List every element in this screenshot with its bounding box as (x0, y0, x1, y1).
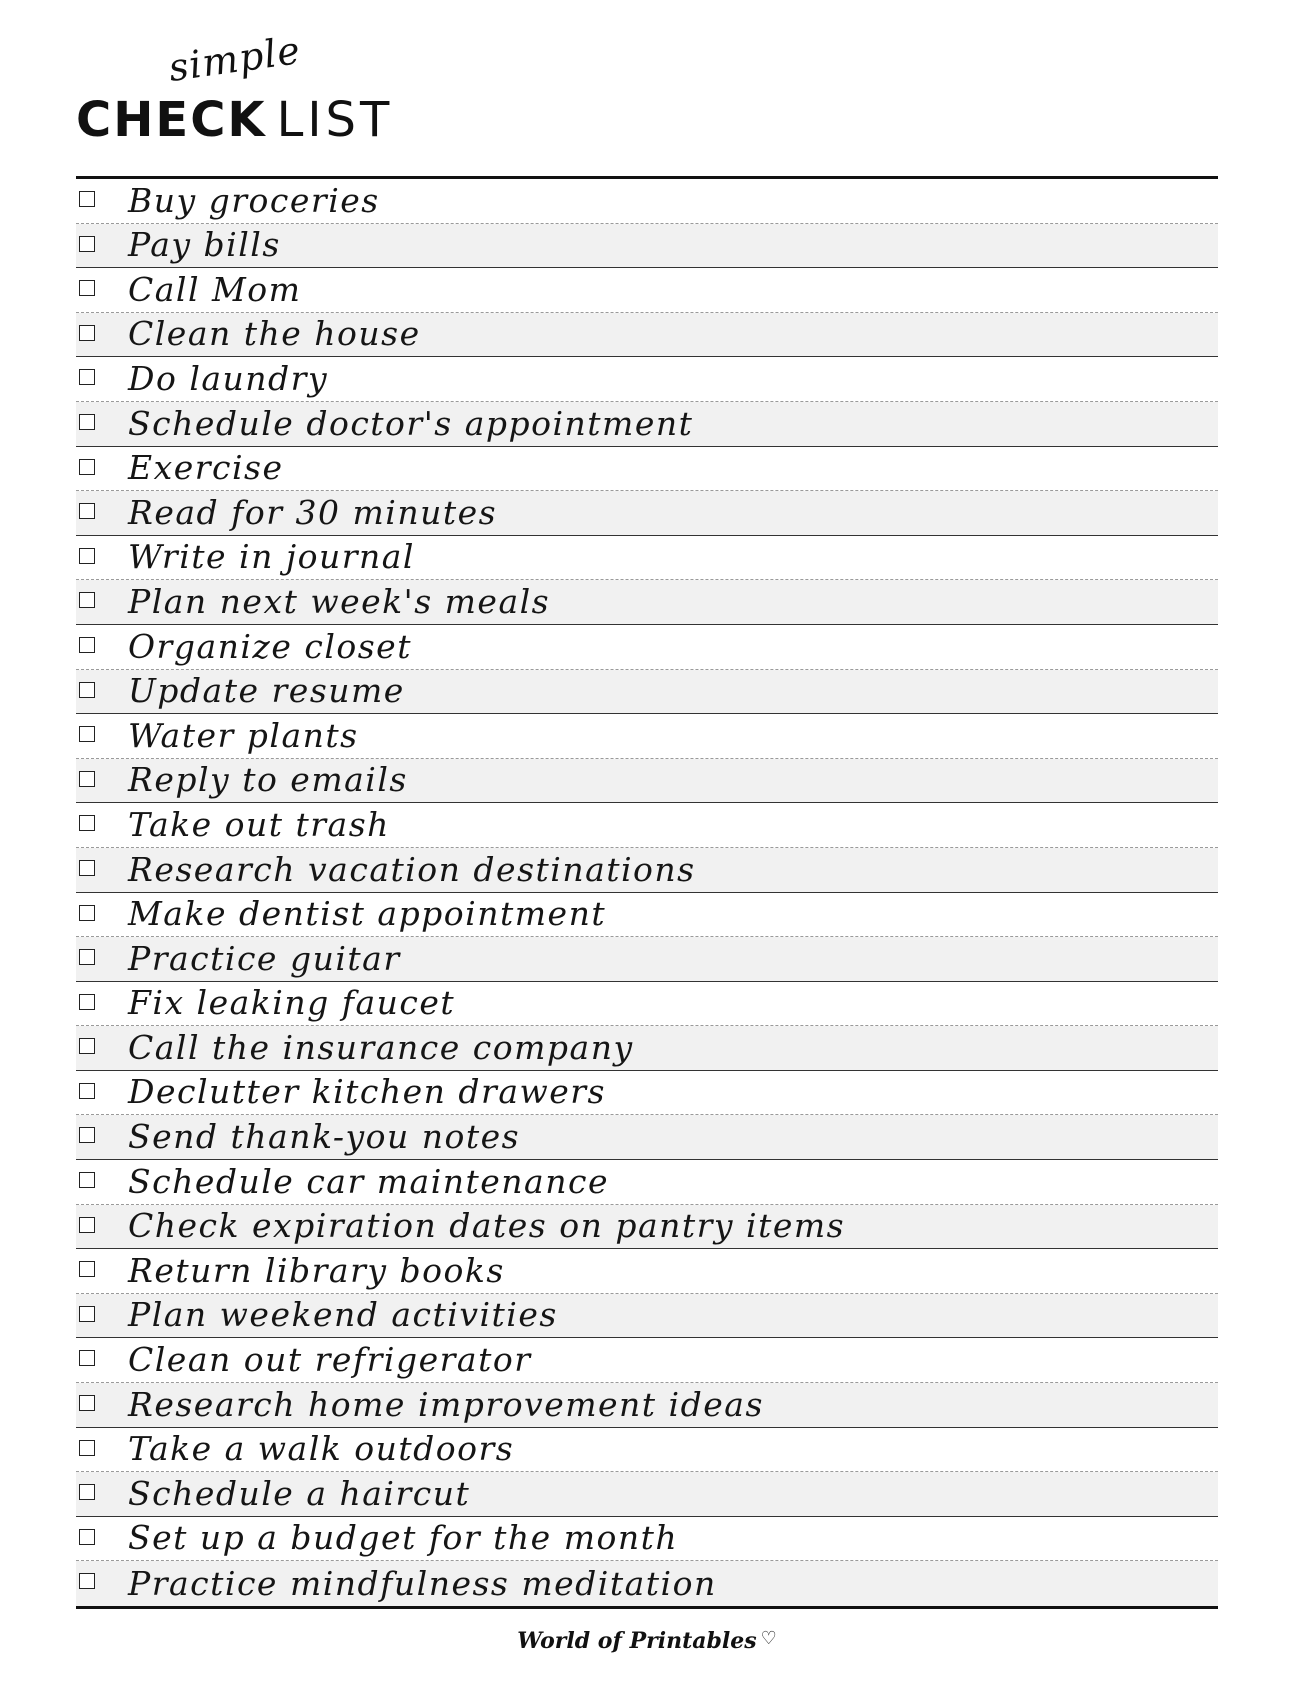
task-label: Schedule a haircut (128, 1473, 471, 1513)
checklist (76, 176, 1218, 1609)
checkbox[interactable] (79, 1261, 95, 1277)
task-label: Read for 30 minutes (128, 492, 498, 532)
checkbox[interactable] (79, 771, 95, 787)
checkbox[interactable] (79, 1529, 95, 1545)
task-label: Call the insurance company (128, 1027, 634, 1067)
task-label: Take out trash (128, 804, 390, 844)
task-label: Reply to emails (128, 760, 408, 800)
checkbox[interactable] (79, 1217, 95, 1233)
checkbox[interactable] (79, 905, 95, 921)
list-item (76, 447, 1218, 492)
checkbox[interactable] (79, 280, 95, 296)
list-item (76, 1160, 1218, 1205)
checkbox[interactable] (79, 682, 95, 698)
task-label: Send thank-you notes (128, 1117, 521, 1157)
task-label: Return library books (128, 1250, 505, 1290)
checkbox[interactable] (79, 1083, 95, 1099)
checkbox[interactable] (79, 994, 95, 1010)
list-item (76, 491, 1218, 536)
list-item (76, 625, 1218, 670)
list-item (76, 848, 1218, 893)
checkbox[interactable] (79, 1038, 95, 1054)
heart-icon: ♡ (760, 1628, 777, 1649)
checkbox[interactable] (79, 1306, 95, 1322)
checkbox[interactable] (79, 1350, 95, 1366)
task-label: Declutter kitchen drawers (128, 1072, 606, 1112)
list-item (76, 714, 1218, 759)
list-item (76, 670, 1218, 715)
checkbox[interactable] (79, 1573, 95, 1589)
task-label: Research vacation destinations (128, 849, 696, 889)
task-label: Water plants (128, 715, 359, 755)
checkbox[interactable] (79, 1395, 95, 1411)
task-label: Buy groceries (128, 180, 380, 220)
task-label: Exercise (128, 448, 284, 488)
checkbox[interactable] (79, 1172, 95, 1188)
list-item (76, 893, 1218, 938)
list-item (76, 803, 1218, 848)
checkbox[interactable] (79, 325, 95, 341)
task-label: Check expiration dates on pantry items (128, 1206, 846, 1246)
list-item (76, 179, 1218, 224)
list-item (76, 759, 1218, 804)
task-label: Update resume (128, 671, 405, 711)
checkbox[interactable] (79, 503, 95, 519)
list-item (76, 937, 1218, 982)
checkbox[interactable] (79, 236, 95, 252)
task-label: Clean the house (128, 314, 421, 354)
task-label: Write in journal (128, 537, 415, 577)
list-item (76, 1517, 1218, 1562)
checkbox[interactable] (79, 459, 95, 475)
list-item (76, 1338, 1218, 1383)
task-label: Clean out refrigerator (128, 1340, 532, 1380)
checkbox[interactable] (79, 637, 95, 653)
task-label: Schedule doctor's appointment (128, 403, 694, 443)
list-item (76, 580, 1218, 625)
list-item (76, 1026, 1218, 1071)
checkbox[interactable] (79, 1440, 95, 1456)
title-bold-word: CHECK (76, 92, 267, 148)
title-light-word: LIST (276, 92, 394, 148)
footer (0, 1628, 1294, 1654)
list-item (76, 1115, 1218, 1160)
task-label: Fix leaking faucet (128, 983, 456, 1023)
title-script-word: simple (165, 27, 304, 90)
list-item (76, 1294, 1218, 1339)
checkbox[interactable] (79, 1127, 95, 1143)
checkbox[interactable] (79, 726, 95, 742)
checkbox[interactable] (79, 191, 95, 207)
task-label: Plan weekend activities (128, 1295, 558, 1335)
list-item (76, 1383, 1218, 1428)
checklist-header (76, 27, 676, 150)
list-item (76, 224, 1218, 269)
task-label: Pay bills (128, 225, 281, 265)
list-item (76, 313, 1218, 358)
list-item (76, 402, 1218, 447)
task-label: Research home improvement ideas (128, 1384, 764, 1424)
checkbox[interactable] (79, 949, 95, 965)
task-label: Make dentist appointment (128, 894, 607, 934)
checkbox[interactable] (79, 592, 95, 608)
task-label: Practice mindfulness meditation (128, 1564, 717, 1603)
task-label: Organize closet (128, 626, 412, 666)
checkbox[interactable] (79, 1484, 95, 1500)
list-item (76, 1071, 1218, 1116)
task-label: Set up a budget for the month (128, 1518, 679, 1558)
task-label: Plan next week's meals (128, 581, 551, 621)
checkbox[interactable] (79, 815, 95, 831)
list-item (76, 1561, 1218, 1606)
task-label: Schedule car maintenance (128, 1161, 610, 1201)
list-item (76, 982, 1218, 1027)
list-item (76, 1428, 1218, 1473)
task-label: Take a walk outdoors (128, 1429, 515, 1469)
list-item (76, 357, 1218, 402)
list-item (76, 1472, 1218, 1517)
list-item (76, 268, 1218, 313)
task-label: Practice guitar (128, 938, 401, 978)
page-title (76, 94, 393, 146)
checkbox[interactable] (79, 860, 95, 876)
list-item (76, 1205, 1218, 1250)
task-label: Call Mom (128, 269, 302, 309)
list-item (76, 536, 1218, 581)
task-label: Do laundry (128, 358, 329, 398)
brand-logo: World of Printables (517, 1628, 757, 1654)
list-item (76, 1249, 1218, 1294)
checkbox[interactable] (79, 548, 95, 564)
checkbox[interactable] (79, 369, 95, 385)
checkbox[interactable] (79, 414, 95, 430)
